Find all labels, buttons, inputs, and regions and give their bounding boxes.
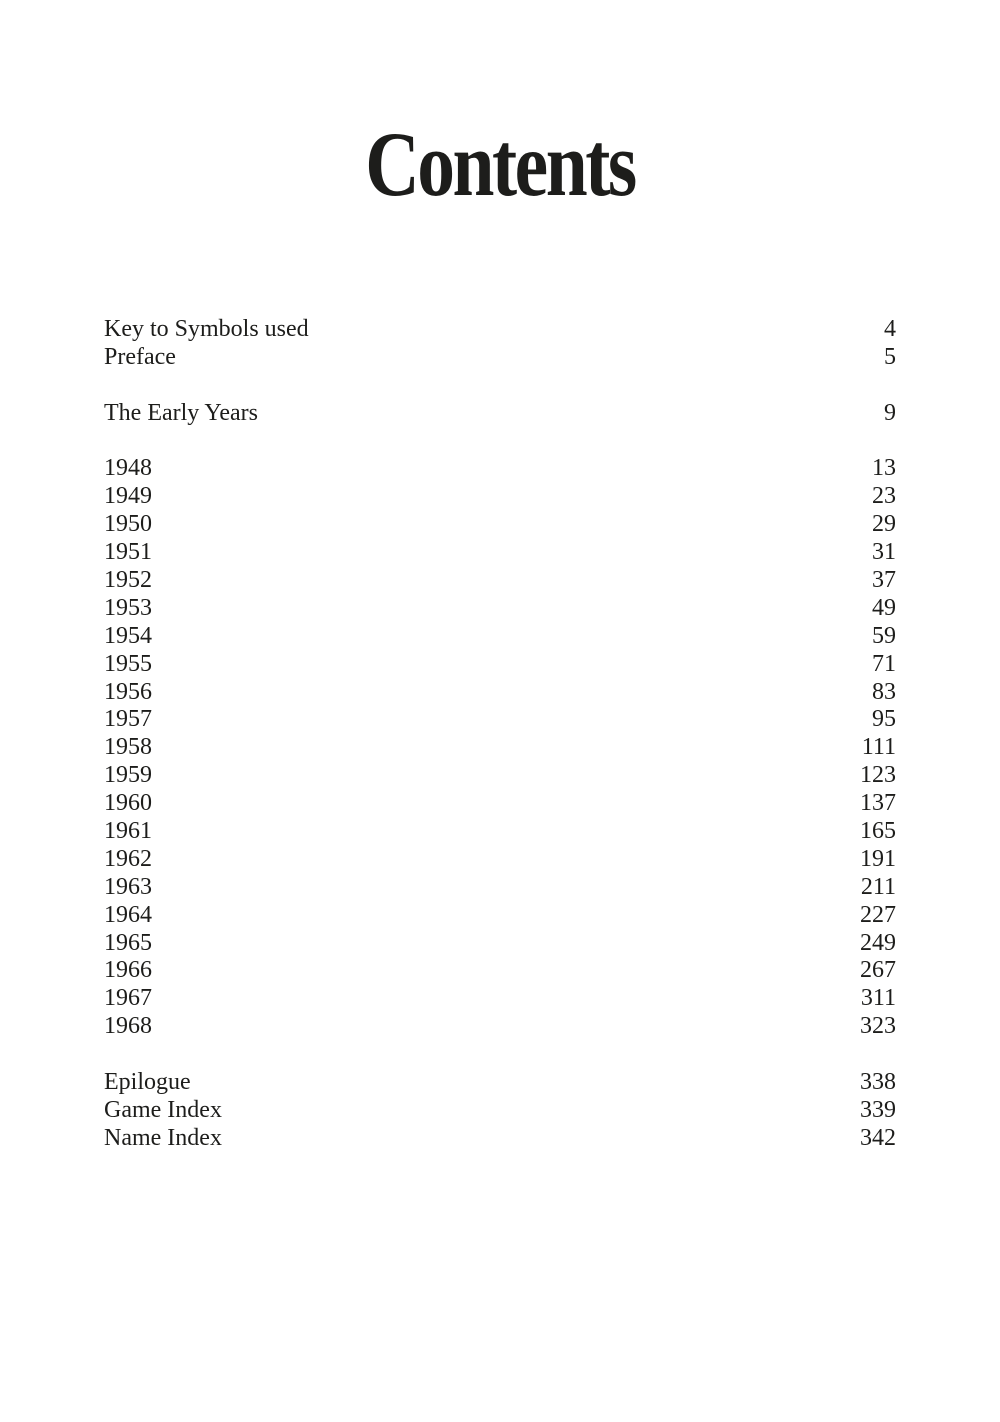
toc-entry-page-number: 311 xyxy=(860,985,896,1012)
toc-entry-page-number: 23 xyxy=(872,483,896,510)
toc-entry-title: 1953 xyxy=(104,594,152,621)
toc-entry-title: Preface xyxy=(104,343,176,370)
toc-entry[interactable] xyxy=(104,455,896,483)
toc-entry-title: 1948 xyxy=(104,455,152,482)
toc-entry-page-number: 137 xyxy=(860,790,896,817)
toc-entry-title: 1962 xyxy=(104,845,152,872)
toc-entry[interactable] xyxy=(104,623,896,651)
toc-entry[interactable] xyxy=(104,679,896,707)
toc-section xyxy=(104,400,896,428)
toc-entry-title: Game Index xyxy=(104,1096,222,1123)
toc-entry[interactable] xyxy=(104,818,896,846)
toc-entry[interactable] xyxy=(104,930,896,958)
toc-entry-page-number: 165 xyxy=(860,818,896,845)
toc-entry[interactable] xyxy=(104,1013,896,1041)
toc-entry[interactable] xyxy=(104,344,896,372)
toc-entry-title: 1956 xyxy=(104,678,152,705)
toc-entry-page-number: 13 xyxy=(872,455,896,482)
toc-entry-page-number: 95 xyxy=(872,706,896,733)
toc-entry-title: Key to Symbols used xyxy=(104,316,309,342)
toc-entry-title: 1961 xyxy=(104,818,152,845)
toc-entry[interactable] xyxy=(104,846,896,874)
toc-entry[interactable] xyxy=(104,1125,896,1153)
toc-entry-title: 1954 xyxy=(104,622,152,649)
toc-entry-page-number: 123 xyxy=(860,762,896,789)
toc-entry-title: 1960 xyxy=(104,790,152,817)
toc-entry-title: 1957 xyxy=(104,706,152,733)
table-of-contents xyxy=(104,316,896,1153)
toc-entry-title: Epilogue xyxy=(104,1069,191,1096)
toc-entry-title: 1949 xyxy=(104,483,152,510)
toc-entry[interactable] xyxy=(104,595,896,623)
toc-entry-page-number: 37 xyxy=(872,567,896,594)
toc-entry[interactable] xyxy=(104,651,896,679)
toc-entry-page-number: 71 xyxy=(872,650,896,677)
toc-entry-title: 1959 xyxy=(104,762,152,789)
toc-entry-title: 1952 xyxy=(104,567,152,594)
toc-entry[interactable] xyxy=(104,790,896,818)
toc-entry[interactable] xyxy=(104,511,896,539)
toc-entry[interactable] xyxy=(104,1069,896,1097)
toc-entry-page-number: 4 xyxy=(884,316,896,342)
toc-entry-title: 1964 xyxy=(104,901,152,928)
toc-entry-page-number: 191 xyxy=(860,845,896,872)
toc-entry-page-number: 342 xyxy=(860,1124,896,1151)
toc-entry-page-number: 339 xyxy=(860,1096,896,1123)
toc-entry-page-number: 323 xyxy=(860,1013,896,1040)
toc-entry-page-number: 267 xyxy=(860,957,896,984)
toc-section xyxy=(104,455,896,1041)
toc-entry[interactable] xyxy=(104,400,896,428)
toc-section xyxy=(104,316,896,372)
page-title: Contents xyxy=(365,113,635,215)
toc-entry[interactable] xyxy=(104,734,896,762)
toc-entry[interactable] xyxy=(104,706,896,734)
toc-entry-title: The Early Years xyxy=(104,399,258,426)
toc-entry-title: 1950 xyxy=(104,511,152,538)
toc-section xyxy=(104,1069,896,1153)
toc-entry-page-number: 5 xyxy=(884,343,896,370)
toc-entry[interactable] xyxy=(104,762,896,790)
toc-entry-page-number: 59 xyxy=(872,622,896,649)
toc-entry[interactable] xyxy=(104,874,896,902)
toc-entry-title: Name Index xyxy=(104,1124,222,1151)
toc-entry-page-number: 49 xyxy=(872,594,896,621)
toc-entry[interactable] xyxy=(104,985,896,1013)
toc-entry[interactable] xyxy=(104,539,896,567)
toc-entry[interactable] xyxy=(104,567,896,595)
toc-entry-page-number: 227 xyxy=(860,901,896,928)
toc-entry-page-number: 83 xyxy=(872,678,896,705)
toc-entry-page-number: 211 xyxy=(860,873,896,900)
toc-entry-title: 1951 xyxy=(104,539,152,566)
toc-entry-page-number: 29 xyxy=(872,511,896,538)
toc-entry-page-number: 31 xyxy=(872,539,896,566)
toc-entry-page-number: 9 xyxy=(884,399,896,426)
toc-entry-title: 1968 xyxy=(104,1013,152,1040)
toc-entry[interactable] xyxy=(104,316,896,344)
toc-entry-title: 1963 xyxy=(104,873,152,900)
toc-entry-title: 1955 xyxy=(104,650,152,677)
toc-entry-page-number: 249 xyxy=(860,929,896,956)
toc-entry-page-number: 111 xyxy=(861,734,896,761)
toc-entry[interactable] xyxy=(104,1097,896,1125)
toc-entry[interactable] xyxy=(104,902,896,930)
toc-entry-title: 1958 xyxy=(104,734,152,761)
toc-entry-title: 1967 xyxy=(104,985,152,1012)
toc-entry-page-number: 338 xyxy=(860,1069,896,1096)
toc-entry[interactable] xyxy=(104,957,896,985)
toc-entry-title: 1965 xyxy=(104,929,152,956)
toc-entry[interactable] xyxy=(104,483,896,511)
toc-entry-title: 1966 xyxy=(104,957,152,984)
